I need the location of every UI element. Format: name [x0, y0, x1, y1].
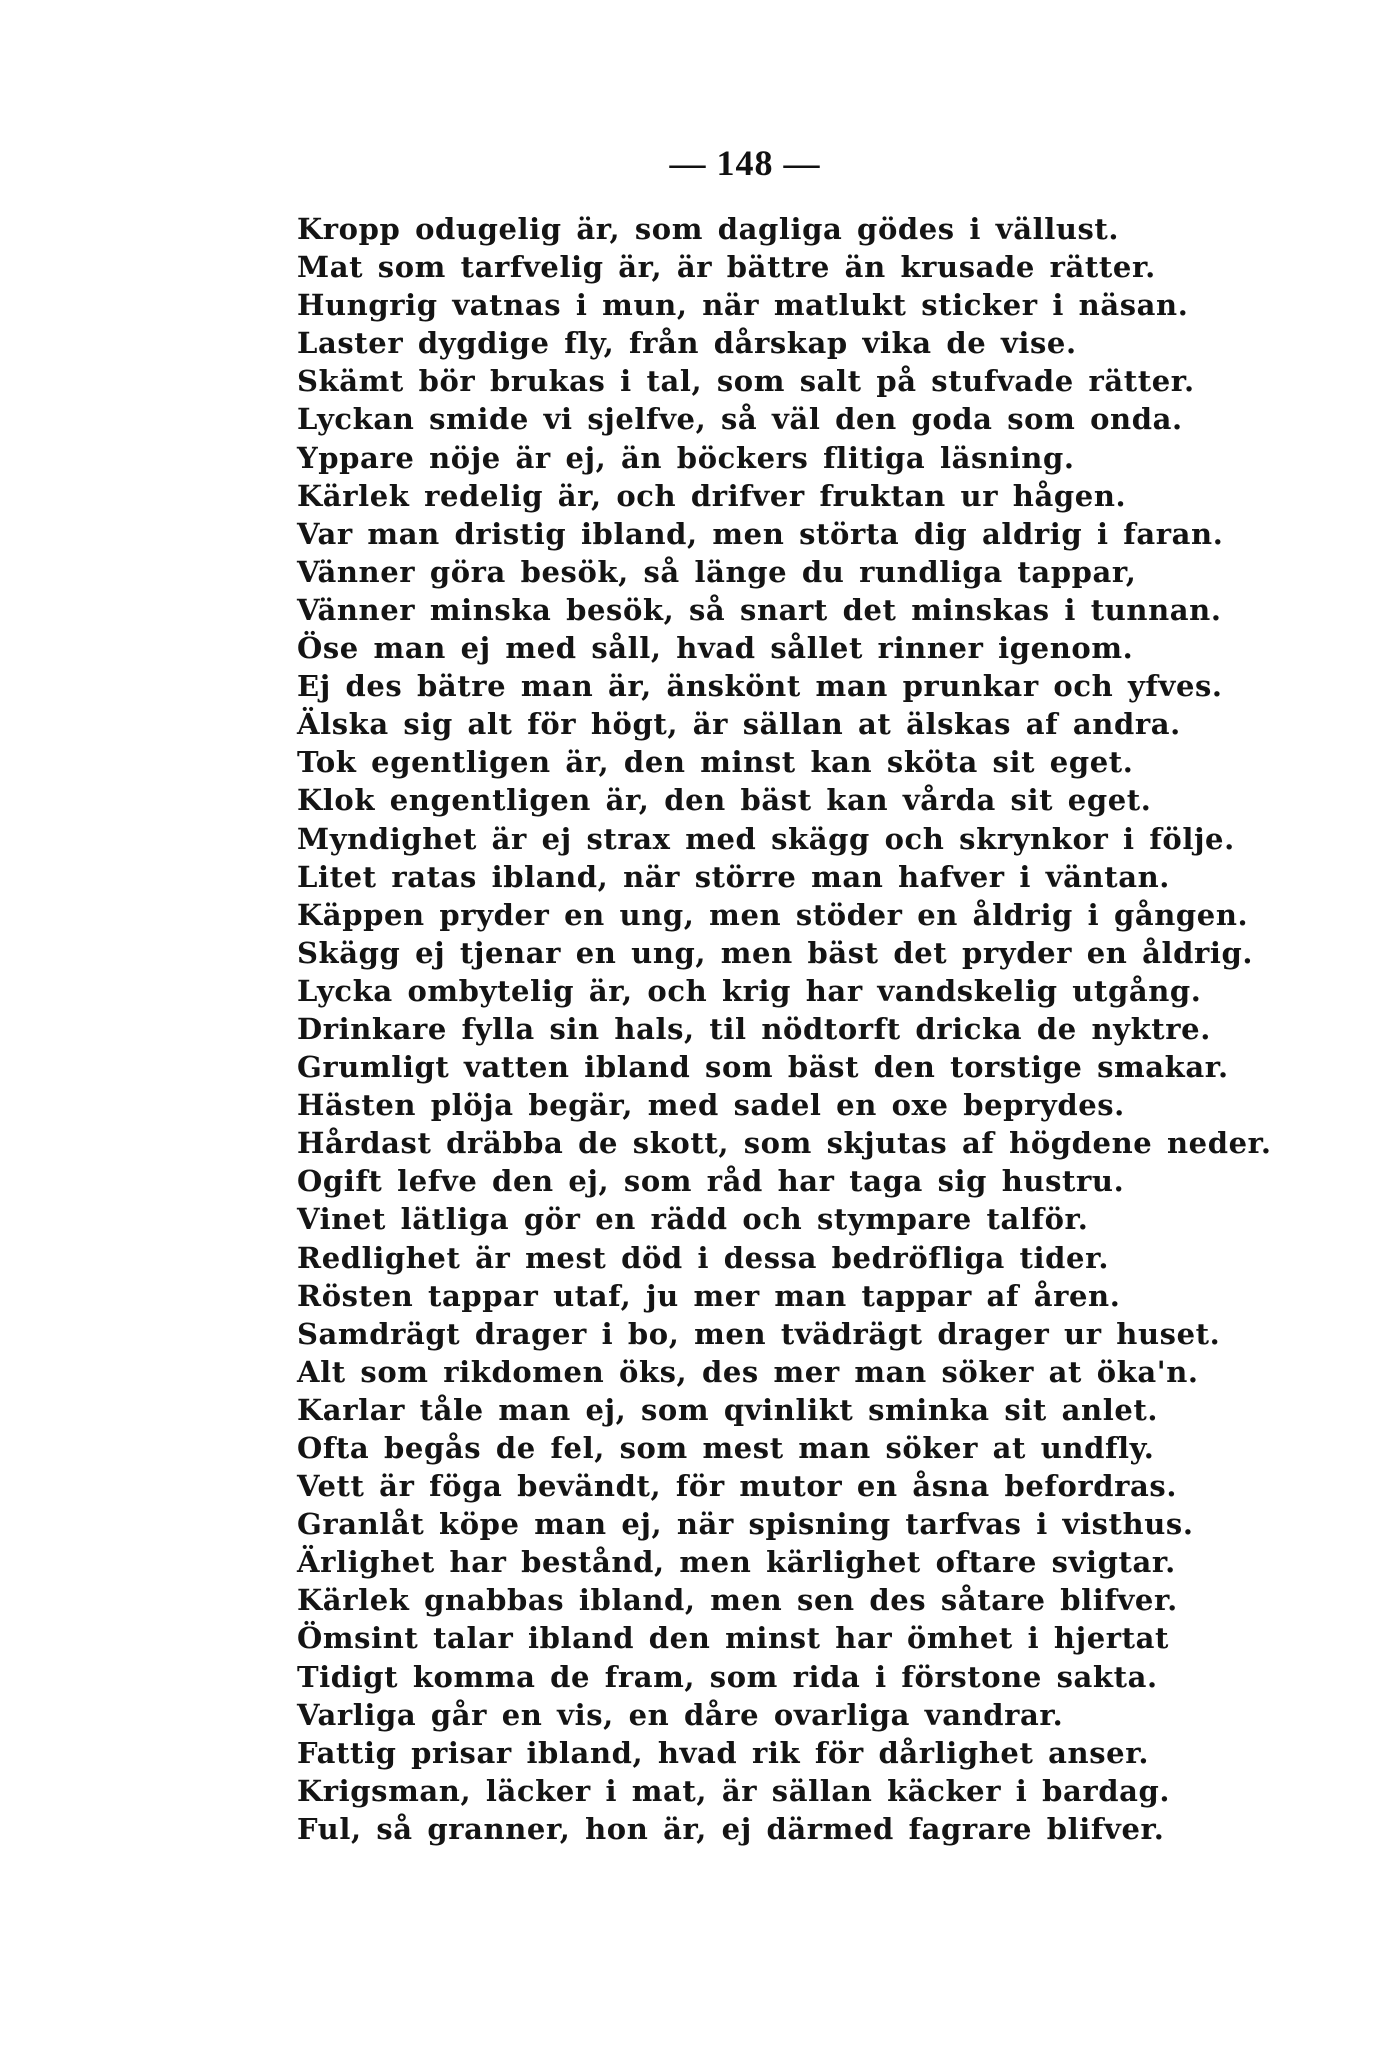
- verse-line: Krigsman, läcker i mat, är sällan käcker i bardag.: [297, 1773, 1171, 1808]
- verse-line: Samdrägt drager i bo, men tvädrägt drager ur huset.: [297, 1316, 1221, 1351]
- verse-line: Karlar tåle man ej, som qvinlikt sminka sit anlet.: [297, 1392, 1159, 1427]
- verse-line: Kärlek redelig är, och drifver fruktan ur hågen.: [297, 478, 1127, 513]
- verse-list: [297, 210, 1297, 1848]
- verse-line: Käppen pryder en ung, men stöder en åldrig i gången.: [297, 897, 1249, 932]
- verse-line: Tidigt komma de fram, som rida i förstone sakta.: [297, 1659, 1158, 1694]
- verse-line: Vinet lätliga gör en rädd och stympare talför.: [297, 1202, 1089, 1237]
- verse-line: Vett är föga bevändt, för mutor en åsna befordras.: [297, 1469, 1178, 1504]
- verse-line: Ej des bätre man är, änskönt man prunkar och yfves.: [297, 669, 1223, 704]
- verse-line: Älska sig alt för högt, är sällan at älskas af andra.: [297, 707, 1181, 742]
- verse-line: Hästen plöja begär, med sadel en oxe beprydes.: [297, 1088, 1125, 1123]
- verse-line: Öse man ej med såll, hvad sållet rinner igenom.: [297, 631, 1134, 666]
- verse-line: Myndighet är ej strax med skägg och skrynkor i följe.: [297, 821, 1235, 856]
- verse-line: Ofta begås de fel, som mest man söker at undfly.: [297, 1431, 1155, 1465]
- verse-line: Skägg ej tjenar en ung, men bäst det pryder en åldrig.: [297, 935, 1254, 970]
- verse-line: Alt som rikdomen öks, des mer man söker at öka'n.: [297, 1354, 1199, 1389]
- verse-line: Hungrig vatnas i mun, när matlukt sticker i näsan.: [297, 288, 1189, 323]
- verse-line: Kärlek gnabbas ibland, men sen des såtare blifver.: [297, 1583, 1178, 1618]
- verse-line: Varliga går en vis, en dåre ovarliga vandrar.: [297, 1697, 1064, 1732]
- verse-line: Mat som tarfvelig är, är bättre än krusade rätter.: [297, 250, 1156, 285]
- verse-line: Tok egentligen är, den minst kan sköta sit eget.: [297, 745, 1134, 780]
- verse-line: Grumligt vatten ibland som bäst den torstige smakar.: [297, 1050, 1229, 1085]
- verse-line: Var man dristig ibland, men störta dig aldrig i faran.: [297, 516, 1224, 551]
- verse-line: Redlighet är mest död i dessa bedröfliga tider.: [297, 1240, 1110, 1275]
- verse-line: Vänner göra besök, så länge du rundliga tappar,: [297, 554, 1137, 589]
- verse-line: Rösten tappar utaf, ju mer man tappar af åren.: [297, 1278, 1121, 1313]
- verse-line: Lycka ombytelig är, och krig har vandskelig utgång.: [297, 973, 1202, 1008]
- verse-line: Kropp odugelig är, som dagliga gödes i vällust.: [297, 212, 1120, 246]
- verse-line: Ärlighet har bestånd, men kärlighet oftare svigtar.: [297, 1545, 1176, 1580]
- verse-line: Ogift lefve den ej, som råd har taga sig hustru.: [297, 1164, 1125, 1199]
- verse-line: Ömsint talar ibland den minst har ömhet i hjertat: [297, 1621, 1170, 1656]
- verse-line: Lyckan smide vi sjelfve, så väl den goda som onda.: [297, 402, 1183, 437]
- verse-line: Skämt bör brukas i tal, som salt på stufvade rätter.: [297, 364, 1195, 399]
- verse-line: Hårdast dräbba de skott, som skjutas af högdene neder.: [297, 1126, 1272, 1161]
- verse-line: Vänner minska besök, så snart det minskas i tunnan.: [297, 592, 1222, 627]
- verse-line: Klok engentligen är, den bäst kan vårda sit eget.: [297, 783, 1152, 818]
- verse-line: Fattig prisar ibland, hvad rik för dårlighet anser.: [297, 1735, 1150, 1770]
- verse-line: Granlåt köpe man ej, när spisning tarfvas i visthus.: [297, 1507, 1194, 1542]
- verse-line: Ful, så granner, hon är, ej därmed fagrare blifver.: [297, 1811, 1165, 1846]
- verse-line: Drinkare fylla sin hals, til nödtorft dricka de nyktre.: [297, 1011, 1211, 1046]
- verse-line: Laster dygdige fly, från dårskap vika de vise.: [297, 326, 1077, 361]
- verse-line: Litet ratas ibland, när större man hafver i väntan.: [297, 859, 1170, 894]
- verse-line: Yppare nöje är ej, än böckers flitiga läsning.: [297, 440, 1075, 475]
- page-number: — 148 —: [669, 143, 821, 183]
